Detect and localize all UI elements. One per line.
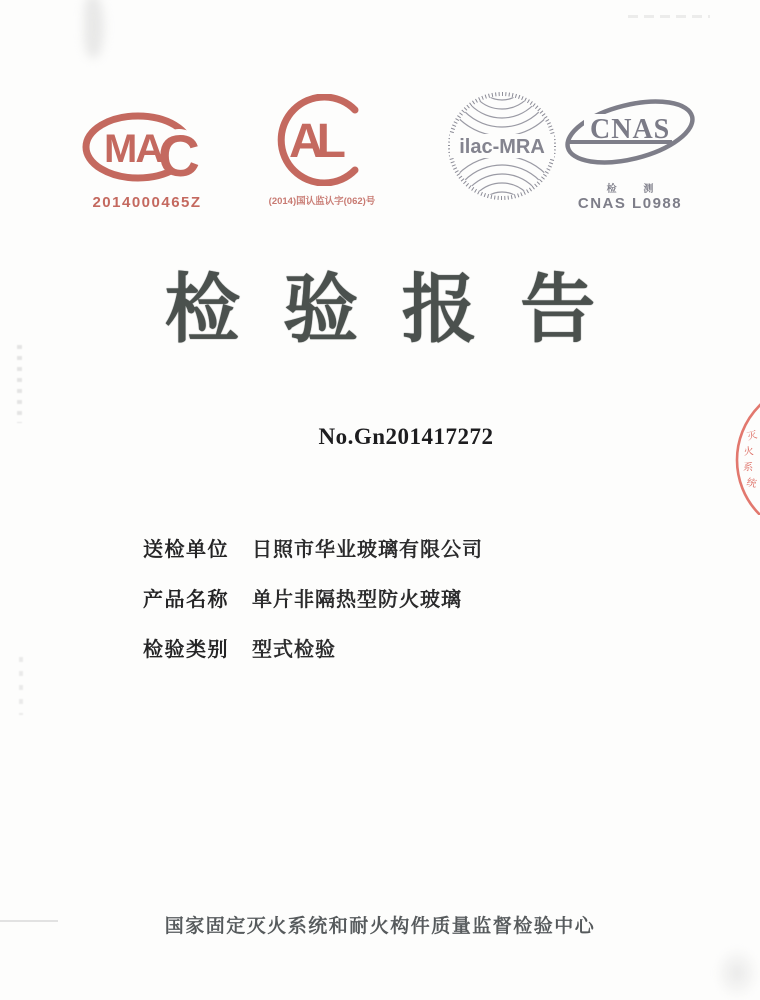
svg-text:CNAS: CNAS [590,114,671,145]
field-label-inspection-type: 检验类别 [143,639,229,661]
cnas-accreditation-block [560,92,700,212]
field-label-product: 产品名称 [143,589,229,611]
svg-text:C: C [158,124,200,186]
svg-text:MA: MA [104,127,163,171]
field-row-client [143,533,483,561]
scan-artifact-top-left [84,0,104,58]
svg-text:火: 火 [743,446,755,458]
cnas-category-label: 检 测 [606,184,666,195]
cma-accreditation-block [82,110,212,211]
field-label-client: 送检单位 [143,539,229,561]
svg-text:AL: AL [289,115,339,168]
red-seal-icon [698,403,760,515]
cal-logo-icon [261,94,383,186]
field-row-product [143,583,483,611]
ilac-mra-logo-icon [446,90,558,202]
cma-certificate-number: 2014000465Z [92,194,202,211]
scan-artifact-left-lower [19,657,23,715]
field-value-product: 单片非隔热型防火玻璃 [252,589,462,611]
report-fields [143,533,483,683]
scan-artifact-top-dashes [628,15,710,18]
scan-artifact-left-middle [17,345,22,423]
cma-logo-icon [82,110,212,186]
svg-text:灭: 灭 [746,429,759,443]
cnas-lab-number: CNAS L0988 [577,195,683,212]
footer-organization-name: 国家固定灭火系统和耐火构件质量监督检验中心 [164,916,596,937]
field-value-inspection-type: 型式检验 [252,639,336,661]
cal-certificate-number: (2014)国认监认字(062)号 [268,196,376,207]
svg-text:系: 系 [742,462,754,474]
ilac-mra-block [446,90,558,207]
report-number: No.Gn201417272 [318,424,494,449]
cal-accreditation-block [261,94,383,207]
page-title: 检验报告 [164,267,639,351]
scan-artifact-bottom-right [714,946,760,1000]
svg-text:统: 统 [745,477,758,491]
field-value-client: 日照市华业玻璃有限公司 [252,539,483,561]
cnas-logo-icon [560,92,700,174]
field-row-inspection-type [143,633,483,661]
svg-text:ilac-MRA: ilac-MRA [459,136,545,158]
